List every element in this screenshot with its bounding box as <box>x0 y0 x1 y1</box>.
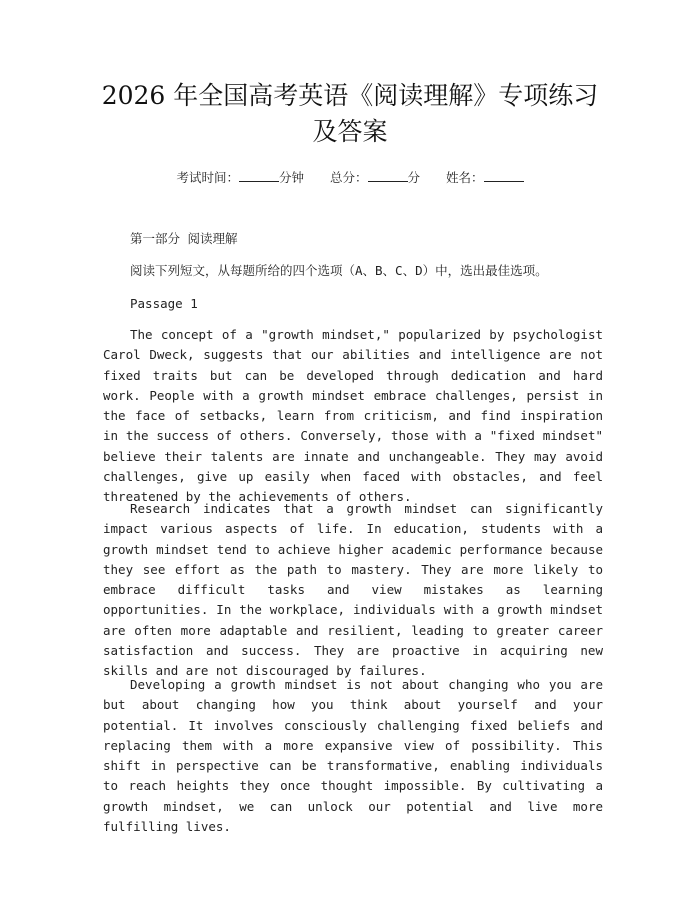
passage-paragraph-3: Developing a growth mindset is not about changing who you are but about changing how you think about yourself and your potential. It involves consciously challenging fixed beliefs and replacing them with a more expansive view of possibility. This shift in perspective can be transformative, enabling individuals to reach heights they once thought impossible. By cultivating a growth mindset, we can unlock our potential and live more fulfilling lives. <box>103 677 603 835</box>
section-heading: 第一部分 阅读理解 <box>130 231 238 246</box>
passage-label: Passage 1 <box>130 296 198 311</box>
time-unit: 分钟 <box>278 170 304 185</box>
exam-info-line <box>0 168 700 188</box>
time-label: 考试时间： <box>176 170 239 185</box>
score-blank <box>368 168 408 182</box>
score-label: 总分： <box>329 170 368 185</box>
passage-paragraph-2: Research indicates that a growth mindset can significantly impact various aspects of life. In education, students with a growth mindset tend to achieve higher academic performance because they see effort as the path to mastery. They are more likely to embrace difficult tasks and view mistakes as learning opportunities. In the workplace, individuals with a growth mindset are often more adaptable and resilient, leading to greater career satisfaction and success. They are proactive in acquiring new skills and are not discouraged by failures. <box>103 501 603 679</box>
document-title <box>60 78 640 150</box>
instruction-text: 阅读下列短文，从每题所给的四个选项（A、B、C、D）中，选出最佳选项。 <box>130 263 548 278</box>
title-line-1: 2026 年全国高考英语《阅读理解》专项练习 <box>101 81 599 110</box>
title-line-2: 及答案 <box>312 117 388 146</box>
passage-paragraph-1: The concept of a "growth mindset," popularized by psychologist Carol Dweck, suggests that our abilities and intelligence are not fixed traits but can be developed through dedication and hard work. People with a growth mindset embrace challenges, persist in the face of setbacks, learn from criticism, and find inspiration in the success of others. Conversely, those with a "fixed mindset" believe their talents are innate and unchangeable. They may avoid challenges, give up easily when faced with obstacles, and feel threatened by the achievements of others. <box>103 327 603 505</box>
time-blank <box>239 168 279 182</box>
name-label: 姓名： <box>446 170 484 185</box>
name-blank <box>484 168 524 182</box>
score-unit: 分 <box>407 170 421 185</box>
